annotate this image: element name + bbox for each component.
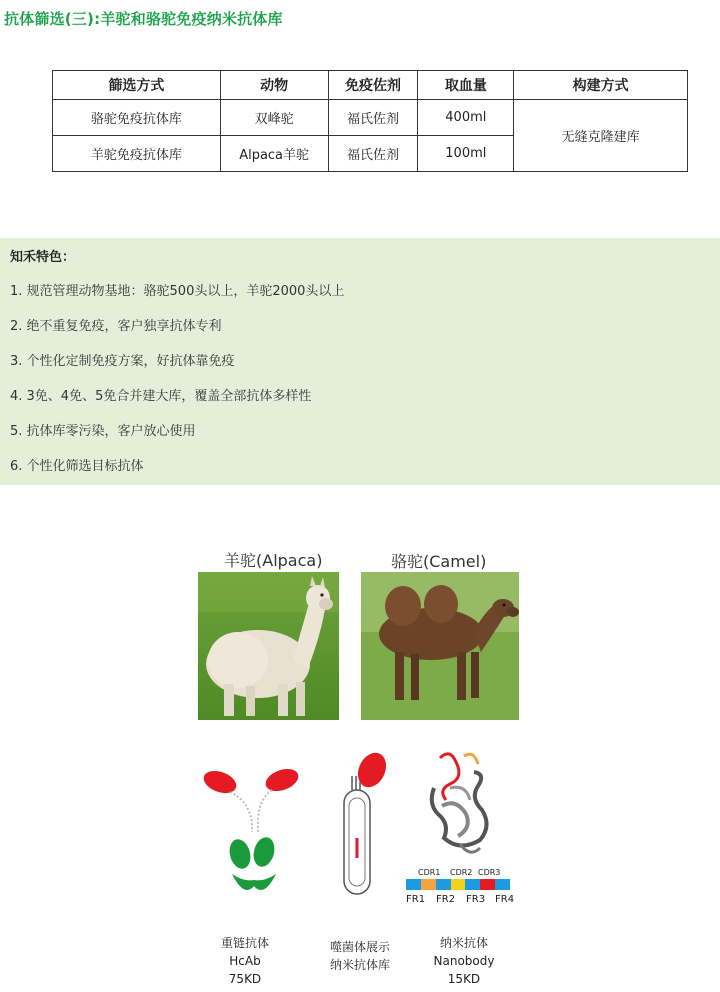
col-header-adjuvant: 免疫佐剂	[328, 71, 418, 100]
cell-animal: Alpaca羊驼	[220, 136, 328, 172]
col-header-method: 篩选方式	[53, 71, 221, 100]
fr3-label: FR3	[466, 894, 486, 905]
list-item: 6. 个性化筛选目标抗体	[10, 459, 144, 474]
phage-caption-line: 噬菌体展示	[329, 940, 390, 954]
cell-method: 骆驼免疫抗体库	[53, 100, 221, 136]
camel-photo	[361, 572, 519, 720]
features-panel	[0, 238, 720, 485]
fr1-label: FR1	[406, 894, 426, 905]
hcab-caption-line: HcAb	[229, 954, 261, 968]
list-item: 3. 个性化定制免疫方案，好抗体靠免疫	[10, 354, 235, 369]
col-header-build: 构建方式	[514, 71, 688, 100]
camel-label: 骆驼(Camel)	[391, 552, 487, 571]
list-item: 1. 规范管理动物基地：骆驼500头以上，羊驼2000头以上	[10, 284, 345, 299]
cell-blood: 400ml	[418, 100, 514, 136]
cell-method: 羊驼免疫抗体库	[53, 136, 221, 172]
hcab-caption-line: 重链抗体	[220, 936, 269, 950]
cell-adjuvant: 福氏佐剂	[328, 136, 418, 172]
region-bar	[406, 879, 510, 890]
phage-caption	[322, 938, 398, 974]
table-row	[53, 100, 688, 136]
list-item: 2. 绝不重复免疫，客户独享抗体专利	[10, 319, 222, 334]
cell-animal: 双峰驼	[220, 100, 328, 136]
phage-caption-line: 纳米抗体库	[329, 958, 390, 972]
list-item: 5. 抗体库零污染，客户放心使用	[10, 424, 196, 439]
cell-build-method: 无缝克隆建库	[514, 100, 688, 172]
table-header-row	[53, 71, 688, 100]
alpaca-photo	[198, 572, 339, 720]
col-header-blood: 取血量	[418, 71, 514, 100]
list-item: 4. 3免、4免、5免合并建大库，覆盖全部抗体多样性	[10, 389, 312, 404]
phage-diagram	[332, 748, 392, 898]
fr4-label: FR4	[495, 894, 515, 905]
nanobody-caption	[426, 934, 502, 988]
cdr1-label: CDR1	[418, 868, 441, 877]
features-title: 知禾特色：	[10, 250, 76, 265]
cell-blood: 100ml	[418, 136, 514, 172]
hcab-caption	[210, 934, 280, 988]
cdr2-label: CDR2	[450, 868, 473, 877]
nanobody-structure	[420, 748, 500, 866]
col-header-animal: 动物	[220, 71, 328, 100]
nanobody-caption-line: Nanobody	[433, 954, 495, 968]
fr2-label: FR2	[436, 894, 456, 905]
nanobody-caption-line: 15KD	[447, 972, 481, 986]
nanobody-caption-line: 纳米抗体	[439, 936, 488, 950]
spec-table	[52, 70, 688, 172]
alpaca-label: 羊驼(Alpaca)	[224, 551, 323, 570]
cdr3-label: CDR3	[478, 868, 501, 877]
page-title: 抗体篩选(三):羊驼和骆驼免疫纳米抗体库	[4, 10, 283, 28]
hcab-diagram	[200, 762, 310, 902]
cell-adjuvant: 福氏佐剂	[328, 100, 418, 136]
cdr-fr-diagram	[406, 868, 515, 908]
hcab-caption-line: 75KD	[228, 972, 262, 986]
